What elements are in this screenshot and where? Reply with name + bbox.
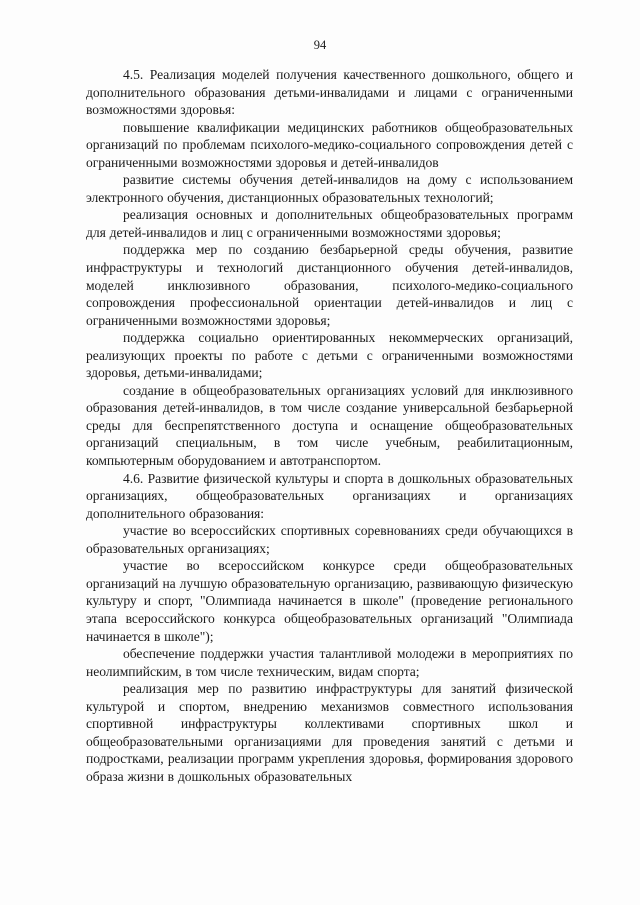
list-item: участие во всероссийском конкурсе среди общеобразовательных организаций на лучшую образовательную организацию, развивающую физическую культуру и спорт, "Олимпиада начинается в школе" (проведение регионального этапа всероссийского конкурса общеобразовательных организаций "Олимпиада начинается в школе"); bbox=[86, 558, 573, 644]
list-item: поддержка мер по созданию безбарьерной среды обучения, развитие инфраструктуры и технологий дистанционного обучения детей-инвалидов, моделей инклюзивного образования, психолого-медико-социального сопровождения профессиональной ориентации детей-инвалидов и лиц с ограниченными возможностями здоровья; bbox=[86, 242, 573, 328]
list-item: создание в общеобразовательных организациях условий для инклюзивного образования детей-инвалидов, в том числе создание универсальной безбарьерной среды для беспрепятственного доступа и оснащение общеобразовательных организаций специальным, в том числе учебным, реабилитационным, компьютерным оборудованием и автотранспортом. bbox=[86, 382, 573, 469]
list-item: реализация основных и дополнительных общеобразовательных программ для детей-инвалидов и лиц с ограниченными возможностями здоровья; bbox=[86, 207, 573, 240]
list-item: участие во всероссийских спортивных соревнованиях среди обучающихся в образовательных организациях; bbox=[86, 523, 573, 556]
section-heading-4-6: 4.6. Развитие физической культуры и спорта в дошкольных образовательных организациях, общеобразовательных организациях и организациях дополнительного образования: bbox=[86, 470, 573, 521]
list-item: повышение квалификации медицинских работников общеобразовательных организаций по проблемам психолого-медико-социального сопровождения детей с ограниченными возможностями здоровья и детей-инвалидов bbox=[86, 119, 573, 170]
document-body bbox=[86, 66, 573, 785]
list-item: поддержка социально ориентированных некоммерческих организаций, реализующих проекты по работе с детьми с ограниченными возможностями здоровья, детьми-инвалидами; bbox=[86, 330, 573, 381]
section-heading-4-5: 4.5. Реализация моделей получения качественного дошкольного, общего и дополнительного образования детьми-инвалидами и лицами с ограниченными возможностями здоровья: bbox=[86, 67, 573, 118]
list-item: реализация мер по развитию инфраструктуры для занятий физической культурой и спортом, внедрению механизмов совместного использования спортивной инфраструктуры коллективами спортивных школ и общеобразовательными организациями для проведения занятий с детьми и подростками, реализации программ укрепления здоровья, формирования здорового образа жизни в дошкольных образовательных bbox=[86, 681, 573, 784]
list-item: обеспечение поддержки участия талантливой молодежи в мероприятиях по неолимпийским, в том числе техническим, видам спорта; bbox=[86, 646, 573, 679]
list-item: развитие системы обучения детей-инвалидов на дому с использованием электронного обучения, дистанционных образовательных технологий; bbox=[86, 172, 573, 205]
page-number: 94 bbox=[313, 38, 327, 52]
